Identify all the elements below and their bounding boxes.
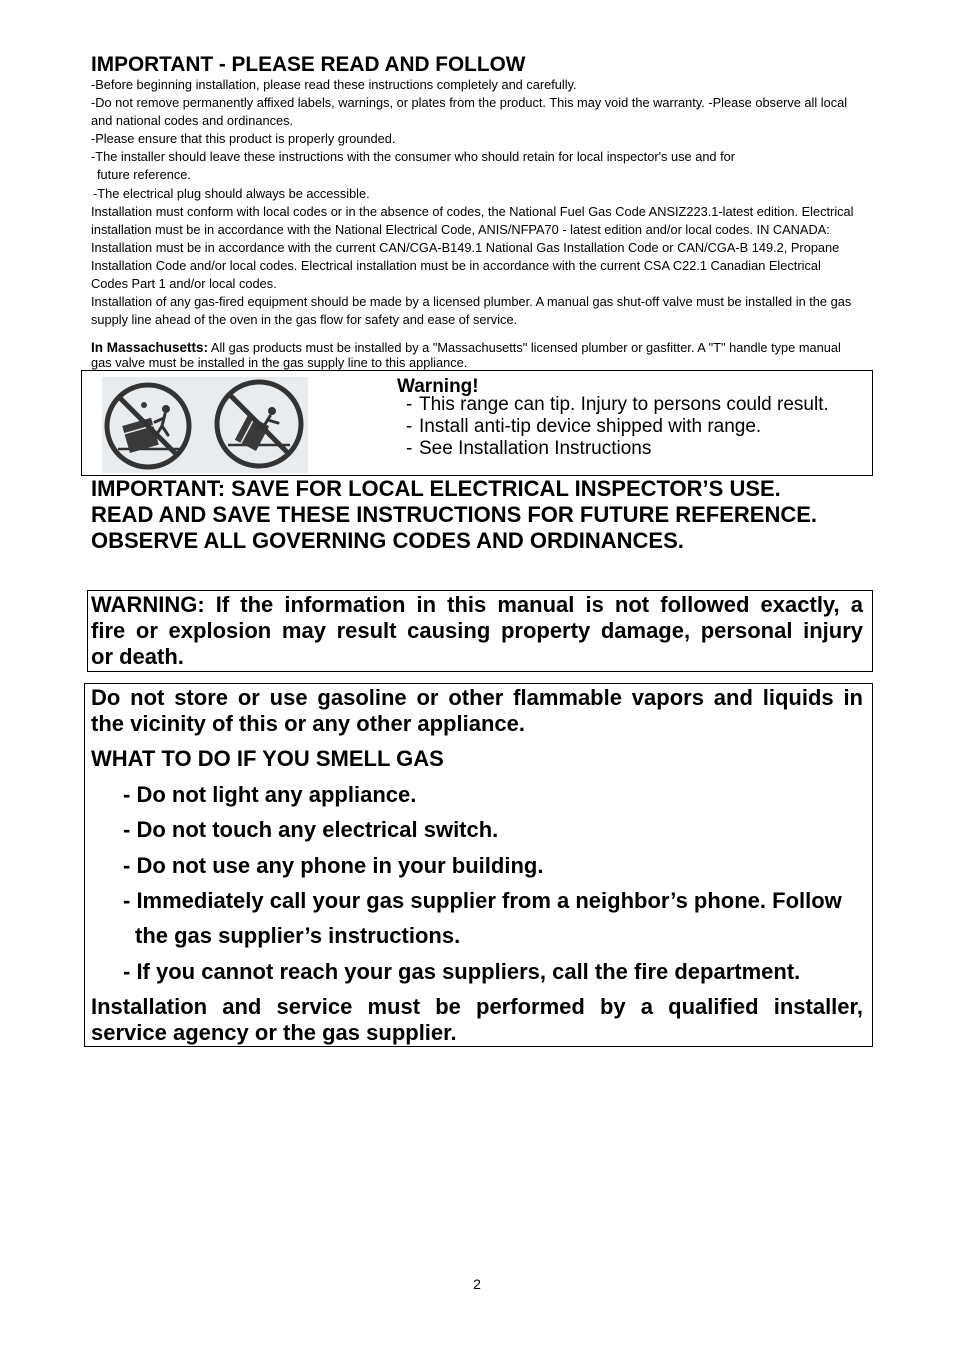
tip-warning-title: Warning! xyxy=(397,376,479,397)
note-line: -Do not remove permanently affixed labels, warnings, or plates from the product. This may void the warranty. -Please observe all local xyxy=(91,95,848,111)
tip-warning-item xyxy=(406,394,829,416)
note-line: Installation of any gas-fired equipment should be made by a licensed plumber. A manual gas shut-off valve must be installed in the gas xyxy=(91,294,852,310)
massachusetts-label: In Massachusetts: xyxy=(91,339,209,355)
note-line: -The electrical plug should always be accessible. xyxy=(93,185,370,201)
gas-intro-line: the vicinity of this or any other appliance. xyxy=(91,711,525,736)
gas-closing-line: Installation and service must be performed by a qualified installer, xyxy=(91,994,863,1019)
note-line: -Please ensure that this product is properly grounded. xyxy=(91,131,396,147)
gas-step: - Do not light any appliance. xyxy=(123,782,417,807)
gas-step: - If you cannot reach your gas suppliers, call the fire department. xyxy=(123,959,801,984)
tip-warning-text: Install anti-tip device shipped with range. xyxy=(419,416,762,437)
tip-warning-item xyxy=(406,438,829,460)
fire-warning-text xyxy=(91,592,863,670)
tip-warning-text: See Installation Instructions xyxy=(419,438,652,459)
massachusetts-line xyxy=(91,340,841,355)
tip-warning-pictograms xyxy=(102,377,308,473)
important-line: IMPORTANT: SAVE FOR LOCAL ELECTRICAL INSPECTOR’S USE. xyxy=(91,476,781,501)
smell-gas-heading: WHAT TO DO IF YOU SMELL GAS xyxy=(91,746,444,771)
note-line: -The installer should leave these instructions with the consumer who should retain for local inspector's use and for xyxy=(91,149,736,165)
bullet-dash: - xyxy=(406,438,413,459)
note-line: and national codes and ordinances. xyxy=(91,113,294,129)
falling-pot-shape xyxy=(141,402,147,408)
note-line: Installation must be in accordance with the current CAN/CGA-B149.1 National Gas Installation Code or CAN/CGA-B 149.2, Propane xyxy=(91,239,840,255)
fire-warning-line: WARNING: If the information in this manual is not followed exactly, a xyxy=(91,592,863,617)
gas-step: - Do not use any phone in your building. xyxy=(123,853,544,878)
note-line: Installation must conform with local codes or in the absence of codes, the National Fuel Gas Code ANSIZ223.1-latest edition. Electrical xyxy=(91,203,854,219)
massachusetts-text: All gas products must be installed by a "Massachusetts" licensed plumber or gasfitter. A "T" handle type manual xyxy=(210,339,841,355)
note-line: -Before beginning installation, please read these instructions completely and carefully. xyxy=(91,77,577,92)
massachusetts-line: gas valve must be installed in the gas supply line to this appliance. xyxy=(91,354,468,370)
note-line: future reference. xyxy=(97,167,191,183)
important-notice xyxy=(91,476,817,554)
bullet-dash: - xyxy=(406,394,413,415)
important-line: READ AND SAVE THESE INSTRUCTIONS FOR FUTURE REFERENCE. xyxy=(91,502,818,527)
fire-warning-line: fire or explosion may result causing property damage, personal injury xyxy=(91,618,863,643)
gas-step: - Immediately call your gas supplier from a neighbor’s phone. Follow xyxy=(123,888,842,913)
note-line: installation must be in accordance with the National Electrical Code, ANIS/NFPA70 - latest edition and/or local codes. IN CANADA: xyxy=(91,221,830,237)
massachusetts-note xyxy=(91,340,841,370)
note-line: Installation Code and/or local codes. Electrical installation must be in accordance with the current CSA C22.1 Canadian Electrical xyxy=(91,257,821,273)
bullet-dash: - xyxy=(406,416,413,437)
gas-step-continuation: the gas supplier’s instructions. xyxy=(135,923,461,948)
fire-warning-line: or death. xyxy=(91,644,184,669)
tip-warning-list xyxy=(406,394,829,460)
gas-intro-line: Do not store or use gasoline or other flammable vapors and liquids in xyxy=(91,685,863,710)
note-line: Codes Part 1 and/or local codes. xyxy=(91,276,277,292)
important-line: OBSERVE ALL GOVERNING CODES AND ORDINANCES. xyxy=(91,528,684,553)
tip-warning-text: This range can tip. Injury to persons could result. xyxy=(419,394,829,415)
gas-closing-line: service agency or the gas supplier. xyxy=(91,1020,457,1045)
note-line: supply line ahead of the oven in the gas flow for safety and ease of service. xyxy=(91,312,518,328)
page-heading: IMPORTANT - PLEASE READ AND FOLLOW xyxy=(91,53,526,76)
gas-step: - Do not touch any electrical switch. xyxy=(123,817,499,842)
installation-notes xyxy=(91,76,854,329)
tip-warning-item xyxy=(406,416,829,438)
page-number: 2 xyxy=(473,1276,481,1292)
